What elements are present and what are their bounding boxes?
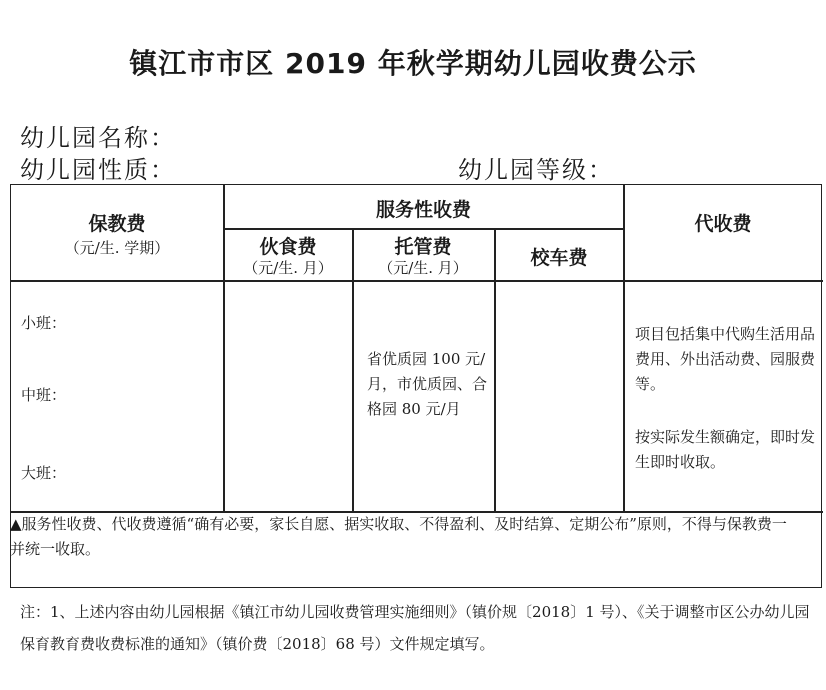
care-fee-value: 省优质园 100 元/月，市优质园、合格园 80 元/月 bbox=[367, 350, 488, 418]
kindergarten-nature-label: 幼儿园性质： bbox=[20, 156, 176, 184]
agency-fee-header: 代收费 bbox=[694, 213, 752, 235]
middle-class-label: 中班： bbox=[21, 386, 67, 404]
agency-fee-description: 项目包括集中代购生活用品费用、外出活动费、园服费等。 bbox=[635, 325, 816, 393]
small-class-label: 小班： bbox=[21, 314, 67, 332]
service-fee-notice: ▲服务性收费、代收费遵循“确有必要，家长自愿、据实收取、不得盈利、及时结算、定期公布”原则，不得与保教费一并统一收取。 bbox=[10, 515, 787, 558]
meal-fee-header: 伙食费 bbox=[259, 236, 317, 258]
kindergarten-level-label: 幼儿园等级： bbox=[458, 156, 614, 184]
agency-fee-rule: 按实际发生额确定，即时发生即时收取。 bbox=[635, 428, 816, 471]
divider-care-right bbox=[494, 228, 496, 511]
large-class-label: 大班： bbox=[21, 464, 67, 482]
page-title: 镇江市市区 2019 年秋学期幼儿园收费公示 bbox=[129, 47, 697, 80]
divider-header-bottom bbox=[11, 280, 823, 282]
tuition-unit: （元/生. 学期） bbox=[64, 239, 170, 257]
bus-fee-header: 校车费 bbox=[530, 247, 588, 269]
divider-service-sub bbox=[223, 228, 624, 230]
service-fee-header: 服务性收费 bbox=[375, 199, 471, 221]
meal-fee-unit: （元/生. 月） bbox=[243, 259, 333, 277]
care-fee-unit: （元/生. 月） bbox=[378, 259, 468, 277]
tuition-header: 保教费 bbox=[88, 213, 146, 235]
care-fee-header: 托管费 bbox=[394, 236, 452, 258]
footnote: 注：1、上述内容由幼儿园根据《镇江市幼儿园收费管理实施细则》（镇价规〔2018〕1 号）、《关于调整市区公办幼儿园保育教育费收费标准的通知》（镇价费〔2018〕68 号）文件规定填写。 bbox=[20, 603, 810, 653]
kindergarten-name-label: 幼儿园名称： bbox=[20, 124, 176, 152]
